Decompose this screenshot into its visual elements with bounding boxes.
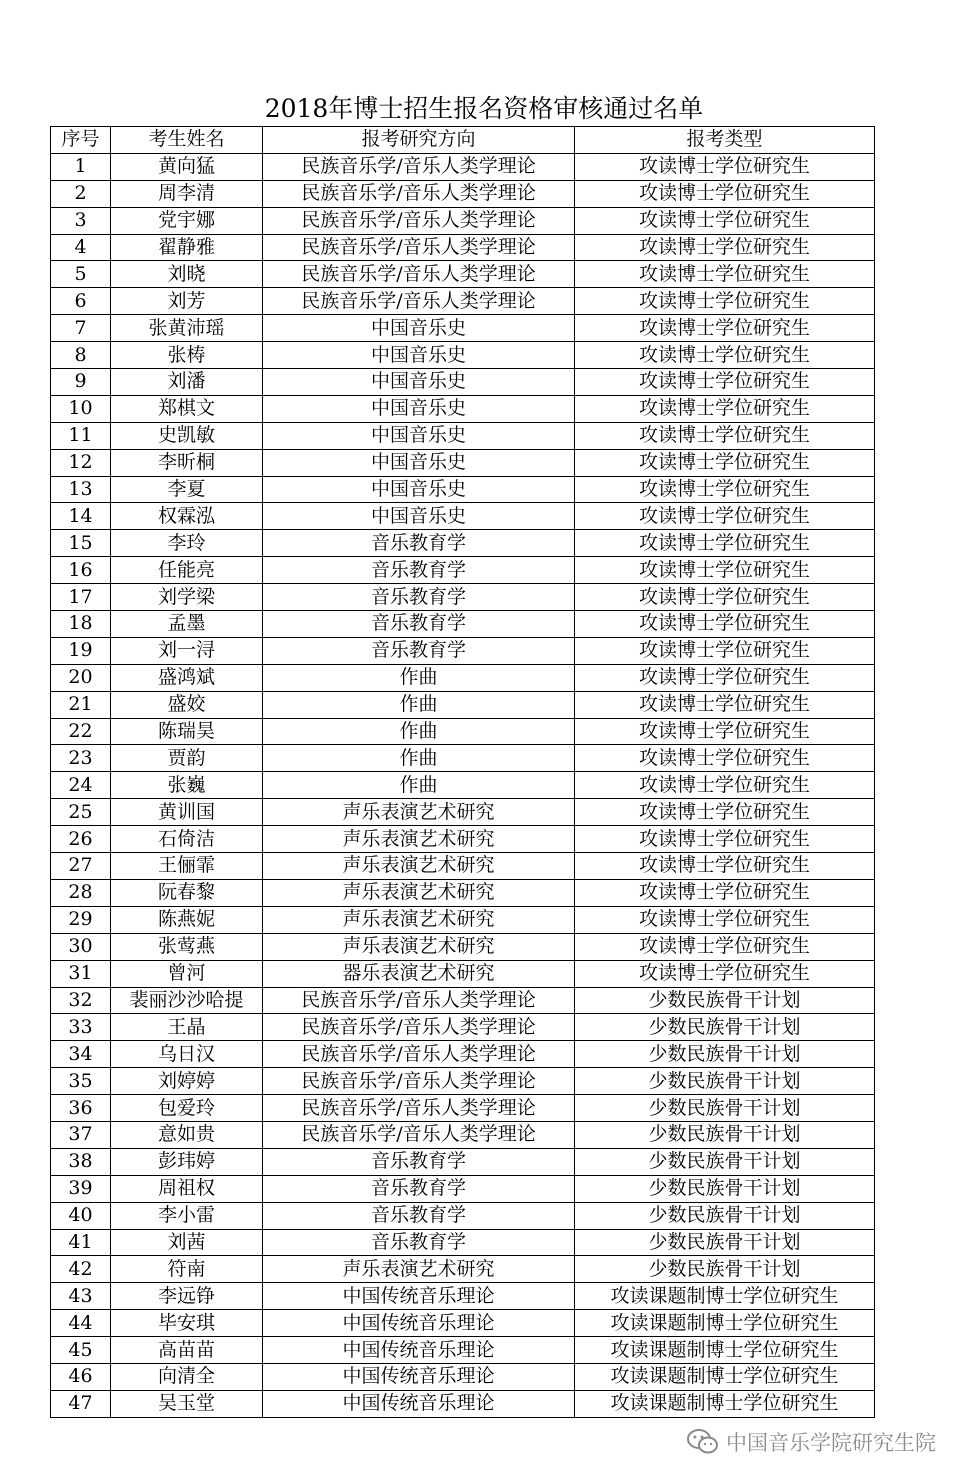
cell-index: 2	[51, 180, 111, 207]
table-row	[51, 691, 875, 718]
cell-name: 彭玮婷	[111, 1148, 263, 1175]
cell-index: 1	[51, 153, 111, 180]
cell-direction: 民族音乐学/音乐人类学理论	[263, 288, 575, 315]
cell-index: 46	[51, 1363, 111, 1390]
cell-index: 19	[51, 637, 111, 664]
cell-direction: 音乐教育学	[263, 584, 575, 611]
cell-type: 攻读博士学位研究生	[575, 745, 875, 772]
cell-direction: 民族音乐学/音乐人类学理论	[263, 1095, 575, 1122]
cell-name: 张莺燕	[111, 933, 263, 960]
cell-direction: 中国传统音乐理论	[263, 1363, 575, 1390]
cell-name: 刘芳	[111, 288, 263, 315]
cell-index: 25	[51, 799, 111, 826]
table-row	[51, 584, 875, 611]
cell-index: 38	[51, 1148, 111, 1175]
cell-direction: 声乐表演艺术研究	[263, 799, 575, 826]
table-row	[51, 1041, 875, 1068]
cell-direction: 中国音乐史	[263, 395, 575, 422]
table-row	[51, 826, 875, 853]
cell-name: 李夏	[111, 476, 263, 503]
cell-index: 10	[51, 395, 111, 422]
cell-type: 攻读博士学位研究生	[575, 772, 875, 799]
cell-type: 攻读博士学位研究生	[575, 180, 875, 207]
cell-direction: 中国音乐史	[263, 449, 575, 476]
cell-type: 少数民族骨干计划	[575, 1229, 875, 1256]
cell-index: 43	[51, 1283, 111, 1310]
table-row	[51, 772, 875, 799]
cell-index: 24	[51, 772, 111, 799]
table-row	[51, 1310, 875, 1337]
cell-type: 攻读博士学位研究生	[575, 234, 875, 261]
cell-name: 张黄沛瑶	[111, 315, 263, 342]
cell-direction: 民族音乐学/音乐人类学理论	[263, 1041, 575, 1068]
table-row	[51, 933, 875, 960]
cell-index: 34	[51, 1041, 111, 1068]
cell-direction: 声乐表演艺术研究	[263, 906, 575, 933]
cell-type: 攻读博士学位研究生	[575, 369, 875, 396]
cell-index: 16	[51, 557, 111, 584]
cell-index: 18	[51, 611, 111, 638]
cell-index: 15	[51, 530, 111, 557]
cell-type: 攻读博士学位研究生	[575, 637, 875, 664]
cell-name: 向清全	[111, 1363, 263, 1390]
table-row	[51, 207, 875, 234]
cell-index: 7	[51, 315, 111, 342]
cell-type: 攻读博士学位研究生	[575, 288, 875, 315]
watermark	[686, 1424, 936, 1460]
page-title: 2018年博士招生报名资格审核通过名单	[264, 94, 704, 123]
cell-index: 32	[51, 987, 111, 1014]
cell-name: 刘婷婷	[111, 1068, 263, 1095]
cell-name: 张巍	[111, 772, 263, 799]
cell-name: 李远铮	[111, 1283, 263, 1310]
cell-direction: 中国传统音乐理论	[263, 1390, 575, 1417]
cell-name: 李玲	[111, 530, 263, 557]
table-row	[51, 530, 875, 557]
cell-type: 攻读博士学位研究生	[575, 960, 875, 987]
cell-direction: 声乐表演艺术研究	[263, 879, 575, 906]
cell-index: 44	[51, 1310, 111, 1337]
cell-type: 攻读课题制博士学位研究生	[575, 1310, 875, 1337]
table-row	[51, 180, 875, 207]
cell-name: 刘一浔	[111, 637, 263, 664]
cell-type: 少数民族骨干计划	[575, 1121, 875, 1148]
cell-type: 少数民族骨干计划	[575, 1068, 875, 1095]
table-row	[51, 745, 875, 772]
cell-name: 盛姣	[111, 691, 263, 718]
header-type: 报考类型	[575, 127, 875, 154]
watermark-text: 中国音乐学院研究生院	[726, 1431, 936, 1455]
cell-name: 石倚洁	[111, 826, 263, 853]
cell-name: 高苗苗	[111, 1337, 263, 1364]
cell-name: 意如贵	[111, 1121, 263, 1148]
cell-direction: 民族音乐学/音乐人类学理论	[263, 987, 575, 1014]
cell-direction: 作曲	[263, 664, 575, 691]
cell-index: 9	[51, 369, 111, 396]
cell-index: 37	[51, 1121, 111, 1148]
table-row	[51, 799, 875, 826]
cell-name: 李小雷	[111, 1202, 263, 1229]
table-row	[51, 1283, 875, 1310]
cell-name: 周祖权	[111, 1175, 263, 1202]
cell-type: 攻读博士学位研究生	[575, 315, 875, 342]
table-row	[51, 557, 875, 584]
cell-name: 吴玉堂	[111, 1390, 263, 1417]
table-row	[51, 153, 875, 180]
cell-type: 攻读博士学位研究生	[575, 906, 875, 933]
cell-direction: 中国音乐史	[263, 369, 575, 396]
table-row	[51, 960, 875, 987]
table-row	[51, 718, 875, 745]
cell-index: 21	[51, 691, 111, 718]
table-row	[51, 234, 875, 261]
table-body	[51, 153, 875, 1417]
cell-index: 33	[51, 1014, 111, 1041]
table-row	[51, 1390, 875, 1417]
cell-index: 47	[51, 1390, 111, 1417]
cell-type: 攻读博士学位研究生	[575, 584, 875, 611]
cell-direction: 民族音乐学/音乐人类学理论	[263, 207, 575, 234]
cell-index: 31	[51, 960, 111, 987]
table-row	[51, 1148, 875, 1175]
cell-type: 少数民族骨干计划	[575, 987, 875, 1014]
cell-type: 少数民族骨干计划	[575, 1175, 875, 1202]
cell-name: 符南	[111, 1256, 263, 1283]
cell-index: 6	[51, 288, 111, 315]
cell-name: 王晶	[111, 1014, 263, 1041]
cell-index: 13	[51, 476, 111, 503]
cell-index: 23	[51, 745, 111, 772]
cell-type: 攻读博士学位研究生	[575, 395, 875, 422]
cell-name: 史凯敏	[111, 422, 263, 449]
table-row	[51, 1068, 875, 1095]
cell-name: 盛鸿斌	[111, 664, 263, 691]
cell-direction: 作曲	[263, 718, 575, 745]
cell-index: 42	[51, 1256, 111, 1283]
cell-type: 攻读博士学位研究生	[575, 718, 875, 745]
cell-direction: 作曲	[263, 691, 575, 718]
cell-direction: 民族音乐学/音乐人类学理论	[263, 153, 575, 180]
cell-direction: 音乐教育学	[263, 530, 575, 557]
table-row	[51, 987, 875, 1014]
cell-direction: 作曲	[263, 745, 575, 772]
admission-list-table	[50, 126, 875, 1418]
table-row	[51, 449, 875, 476]
table-row	[51, 1363, 875, 1390]
cell-direction: 中国音乐史	[263, 476, 575, 503]
table-row	[51, 906, 875, 933]
cell-index: 14	[51, 503, 111, 530]
cell-type: 攻读博士学位研究生	[575, 503, 875, 530]
cell-direction: 声乐表演艺术研究	[263, 933, 575, 960]
cell-index: 4	[51, 234, 111, 261]
cell-type: 攻读博士学位研究生	[575, 476, 875, 503]
cell-name: 刘晓	[111, 261, 263, 288]
cell-name: 孟墨	[111, 611, 263, 638]
cell-index: 36	[51, 1095, 111, 1122]
cell-direction: 音乐教育学	[263, 611, 575, 638]
cell-type: 攻读博士学位研究生	[575, 449, 875, 476]
table-row	[51, 342, 875, 369]
header-direction: 报考研究方向	[263, 127, 575, 154]
table-row	[51, 1014, 875, 1041]
table-row	[51, 1095, 875, 1122]
cell-name: 陈燕妮	[111, 906, 263, 933]
cell-name: 陈瑞昊	[111, 718, 263, 745]
cell-type: 攻读博士学位研究生	[575, 153, 875, 180]
cell-index: 35	[51, 1068, 111, 1095]
cell-type: 攻读博士学位研究生	[575, 207, 875, 234]
cell-name: 黄向猛	[111, 153, 263, 180]
cell-type: 攻读博士学位研究生	[575, 826, 875, 853]
cell-direction: 音乐教育学	[263, 557, 575, 584]
table-row	[51, 1337, 875, 1364]
cell-index: 5	[51, 261, 111, 288]
cell-name: 刘茜	[111, 1229, 263, 1256]
cell-direction: 音乐教育学	[263, 1229, 575, 1256]
table-row	[51, 395, 875, 422]
cell-index: 8	[51, 342, 111, 369]
cell-index: 30	[51, 933, 111, 960]
cell-name: 包爱玲	[111, 1095, 263, 1122]
cell-type: 攻读博士学位研究生	[575, 691, 875, 718]
cell-type: 攻读博士学位研究生	[575, 664, 875, 691]
cell-direction: 中国音乐史	[263, 422, 575, 449]
cell-name: 刘学梁	[111, 584, 263, 611]
cell-direction: 声乐表演艺术研究	[263, 826, 575, 853]
cell-direction: 中国音乐史	[263, 503, 575, 530]
cell-name: 阮春黎	[111, 879, 263, 906]
cell-name: 刘潘	[111, 369, 263, 396]
cell-name: 王俪霏	[111, 853, 263, 880]
cell-name: 周李清	[111, 180, 263, 207]
table-row	[51, 1229, 875, 1256]
cell-direction: 民族音乐学/音乐人类学理论	[263, 1014, 575, 1041]
cell-type: 少数民族骨干计划	[575, 1014, 875, 1041]
table-row	[51, 369, 875, 396]
cell-index: 29	[51, 906, 111, 933]
cell-name: 乌日汉	[111, 1041, 263, 1068]
cell-index: 27	[51, 853, 111, 880]
cell-direction: 中国传统音乐理论	[263, 1283, 575, 1310]
cell-name: 裴丽沙沙哈提	[111, 987, 263, 1014]
cell-index: 22	[51, 718, 111, 745]
cell-type: 少数民族骨干计划	[575, 1041, 875, 1068]
cell-name: 党宇娜	[111, 207, 263, 234]
cell-type: 攻读课题制博士学位研究生	[575, 1363, 875, 1390]
table-row	[51, 476, 875, 503]
cell-name: 翟静雅	[111, 234, 263, 261]
cell-direction: 器乐表演艺术研究	[263, 960, 575, 987]
cell-name: 毕安琪	[111, 1310, 263, 1337]
cell-type: 攻读博士学位研究生	[575, 879, 875, 906]
cell-index: 26	[51, 826, 111, 853]
table-row	[51, 1256, 875, 1283]
cell-direction: 中国传统音乐理论	[263, 1337, 575, 1364]
cell-type: 攻读课题制博士学位研究生	[575, 1283, 875, 1310]
cell-type: 攻读博士学位研究生	[575, 933, 875, 960]
cell-name: 张梼	[111, 342, 263, 369]
table-row	[51, 288, 875, 315]
cell-name: 贾韵	[111, 745, 263, 772]
table-row	[51, 611, 875, 638]
table-row	[51, 422, 875, 449]
table-row	[51, 503, 875, 530]
cell-index: 12	[51, 449, 111, 476]
cell-index: 17	[51, 584, 111, 611]
cell-index: 41	[51, 1229, 111, 1256]
cell-type: 攻读博士学位研究生	[575, 342, 875, 369]
cell-index: 45	[51, 1337, 111, 1364]
cell-direction: 中国传统音乐理论	[263, 1310, 575, 1337]
table-row	[51, 664, 875, 691]
cell-direction: 民族音乐学/音乐人类学理论	[263, 1068, 575, 1095]
cell-name: 黄训国	[111, 799, 263, 826]
table-row	[51, 1175, 875, 1202]
cell-type: 攻读课题制博士学位研究生	[575, 1337, 875, 1364]
wechat-icon	[686, 1427, 720, 1457]
table-header-row	[51, 127, 875, 154]
cell-type: 攻读博士学位研究生	[575, 261, 875, 288]
cell-type: 少数民族骨干计划	[575, 1256, 875, 1283]
cell-name: 任能亮	[111, 557, 263, 584]
cell-type: 攻读博士学位研究生	[575, 530, 875, 557]
table-row	[51, 879, 875, 906]
cell-direction: 中国音乐史	[263, 342, 575, 369]
cell-direction: 声乐表演艺术研究	[263, 853, 575, 880]
cell-type: 攻读博士学位研究生	[575, 611, 875, 638]
cell-type: 攻读博士学位研究生	[575, 422, 875, 449]
cell-index: 3	[51, 207, 111, 234]
table-row	[51, 853, 875, 880]
cell-type: 少数民族骨干计划	[575, 1202, 875, 1229]
cell-type: 少数民族骨干计划	[575, 1095, 875, 1122]
cell-direction: 音乐教育学	[263, 637, 575, 664]
cell-direction: 音乐教育学	[263, 1148, 575, 1175]
cell-direction: 民族音乐学/音乐人类学理论	[263, 261, 575, 288]
table-row	[51, 315, 875, 342]
cell-index: 39	[51, 1175, 111, 1202]
cell-name: 曾河	[111, 960, 263, 987]
table-row	[51, 261, 875, 288]
cell-type: 攻读课题制博士学位研究生	[575, 1390, 875, 1417]
cell-index: 28	[51, 879, 111, 906]
cell-type: 攻读博士学位研究生	[575, 799, 875, 826]
cell-direction: 音乐教育学	[263, 1175, 575, 1202]
cell-direction: 音乐教育学	[263, 1202, 575, 1229]
cell-index: 11	[51, 422, 111, 449]
cell-direction: 民族音乐学/音乐人类学理论	[263, 180, 575, 207]
cell-name: 李昕桐	[111, 449, 263, 476]
cell-direction: 民族音乐学/音乐人类学理论	[263, 234, 575, 261]
cell-name: 郑棋文	[111, 395, 263, 422]
cell-name: 权霖泓	[111, 503, 263, 530]
cell-direction: 民族音乐学/音乐人类学理论	[263, 1121, 575, 1148]
cell-index: 20	[51, 664, 111, 691]
cell-index: 40	[51, 1202, 111, 1229]
table-row	[51, 1202, 875, 1229]
cell-direction: 中国音乐史	[263, 315, 575, 342]
cell-direction: 声乐表演艺术研究	[263, 1256, 575, 1283]
cell-direction: 作曲	[263, 772, 575, 799]
header-name: 考生姓名	[111, 127, 263, 154]
cell-type: 攻读博士学位研究生	[575, 853, 875, 880]
table-row	[51, 1121, 875, 1148]
cell-type: 少数民族骨干计划	[575, 1148, 875, 1175]
table-row	[51, 637, 875, 664]
header-index: 序号	[51, 127, 111, 154]
cell-type: 攻读博士学位研究生	[575, 557, 875, 584]
